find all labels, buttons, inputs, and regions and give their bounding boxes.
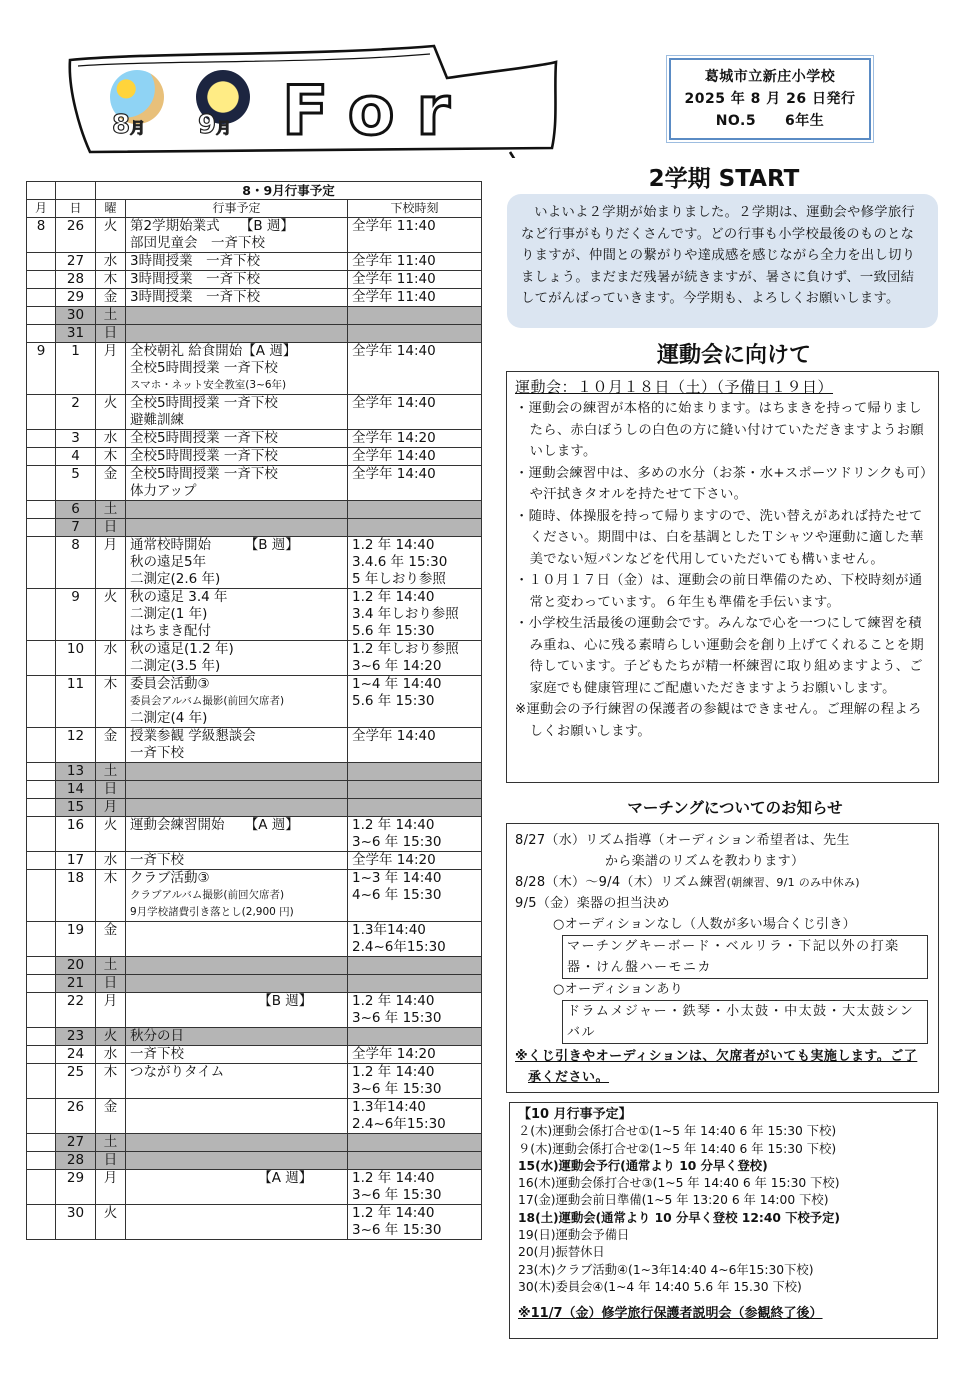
weekday-cell: 月 <box>96 537 126 589</box>
month-cell <box>27 975 56 993</box>
october-event: 23(木)クラブ活動④(1~3年14:40 4~6年15:30下校) <box>518 1262 814 1277</box>
event-cell <box>126 870 348 922</box>
dismissal-cell: 1.2 年 14:40 3~6 年 15:30 <box>348 993 482 1028</box>
weekday-cell: 水 <box>96 852 126 870</box>
month-cell <box>27 325 56 343</box>
event-cell <box>126 852 348 870</box>
term-intro: いよいよ２学期が始まりました。２学期は、運動会や修学旅行など行事がもりだくさんです。どの行事も小学校最後のものとなりますが、仲間との繋がりや達成感を感じながら全力を出し切りましょう。まだまだ残暑が続きますが、暑さに負けず、一致団結してがんばっていきます。今学期も、よろしくお願いします。 <box>507 194 938 328</box>
month-cell <box>27 501 56 519</box>
event-cell <box>126 271 348 289</box>
day-cell: 18 <box>56 870 96 922</box>
event-cell <box>126 501 348 519</box>
month-cell <box>27 537 56 589</box>
column-header: 曜 <box>96 200 126 218</box>
day-cell: 27 <box>56 253 96 271</box>
event-text: 3時間授業 一斉下校 <box>130 271 261 287</box>
event-cell <box>126 1205 348 1240</box>
dismissal-cell: 1.2 年 14:40 3~6 年 15:30 <box>348 1205 482 1240</box>
dismissal-cell: 全学年 11:40 <box>348 218 482 253</box>
event-text: 秋の遠足 3.4 年 二測定(1 年) はちまき配付 <box>130 589 228 639</box>
day-cell: 16 <box>56 817 96 852</box>
schedule-row <box>27 1170 482 1205</box>
october-event: 16(木)運動会係打合せ③(1~5 年 14:40 6 年 15:30 下校) <box>518 1176 840 1191</box>
dismissal-cell <box>348 325 482 343</box>
schedule-corner <box>56 182 96 200</box>
dismissal-cell <box>348 1152 482 1170</box>
event-cell <box>126 763 348 781</box>
schedule-row <box>27 501 482 519</box>
marching-title: マーチングについてのお知らせ <box>627 799 843 817</box>
dismissal-cell: 1.2 年 14:40 3.4 年しおり参照 5.6 年 15:30 <box>348 589 482 641</box>
day-cell: 13 <box>56 763 96 781</box>
october-event: 30(木)委員会④(1~4 年 14:40 5.6 年 15.30 下校) <box>518 1279 802 1294</box>
schedule-row <box>27 852 482 870</box>
weekday-cell: 土 <box>96 307 126 325</box>
event-text: 委員会活動③ <box>130 676 210 692</box>
school-name: 葛城市立新庄小学校 <box>704 69 836 85</box>
schedule-row <box>27 1064 482 1099</box>
day-cell: 14 <box>56 781 96 799</box>
sports-day-date: 運動会：１０月１８日（土）（予備日１９日） <box>515 378 834 396</box>
event-cell <box>126 799 348 817</box>
month-cell <box>27 395 56 430</box>
weekday-cell: 火 <box>96 589 126 641</box>
schedule-row <box>27 289 482 307</box>
event-text: 3時間授業 一斉下校 <box>130 253 261 269</box>
dismissal-cell <box>348 975 482 993</box>
month-cell <box>27 430 56 448</box>
event-cell <box>126 1046 348 1064</box>
marching-line: 8/28（木）～9/4（木）リズム練習 <box>515 875 727 890</box>
event-cell <box>126 676 348 728</box>
month-suffix: 月 <box>130 119 146 137</box>
sports-day-item: ・小学校生活最後の運動会です。みんなで心を一つにして練習を積み重ね、心に残る素晴らしい運動会を創り上げてくれることを期待しています。子どもたちが精一杯練習に取り組めますよう、ご家庭でも健康管理にご配慮いただきますようお願いします。 <box>515 616 924 696</box>
weekday-cell: 火 <box>96 1028 126 1046</box>
schedule-row <box>27 253 482 271</box>
month-cell <box>27 1170 56 1205</box>
schedule-row <box>27 957 482 975</box>
event-text: 通常校時開始 【B 週】 秋の遠足5年 二測定(2.6 年) <box>130 537 299 587</box>
dismissal-cell <box>348 957 482 975</box>
month-cell <box>27 728 56 763</box>
event-text: 授業参観 学級懇談会 一斉下校 <box>130 728 256 761</box>
schedule-row <box>27 1028 482 1046</box>
event-text: 全校5時間授業 一斉下校 避難訓練 <box>130 395 278 428</box>
month-cell <box>27 641 56 676</box>
dismissal-cell <box>348 1134 482 1152</box>
month-cell <box>27 852 56 870</box>
schedule-row <box>27 1046 482 1064</box>
schedule-row <box>27 218 482 253</box>
event-cell <box>126 922 348 957</box>
day-cell: 28 <box>56 1152 96 1170</box>
september-badge <box>194 70 252 142</box>
weekday-cell: 日 <box>96 325 126 343</box>
weekday-cell: 金 <box>96 289 126 307</box>
dismissal-cell <box>348 763 482 781</box>
schedule-row <box>27 1205 482 1240</box>
weekday-cell: 日 <box>96 781 126 799</box>
column-header: 下校時刻 <box>348 200 482 218</box>
sports-day-item: ・運動会練習中は、多めの水分（お茶・水+スポーツドリンクも可）や汗拭きタオルを持たせて下さい。 <box>515 465 927 502</box>
day-cell: 6 <box>56 501 96 519</box>
instruments-no-audition: マーチングキーボード・ベルリラ・下記以外の打楽器・けん盤ハーモニカ <box>562 935 928 979</box>
weekday-cell: 火 <box>96 395 126 430</box>
event-cell <box>126 218 348 253</box>
logo-text: For <box>282 72 472 142</box>
event-text: 秋の遠足(1.2 年) 二測定(3.5 年) <box>130 641 234 674</box>
dismissal-cell: 全学年 14:20 <box>348 852 482 870</box>
event-cell <box>126 993 348 1028</box>
month-cell <box>27 799 56 817</box>
event-text: つながりタイム <box>130 1064 225 1080</box>
weekday-cell: 水 <box>96 253 126 271</box>
month-cell <box>27 1099 56 1134</box>
option-audition: ○オーディションあり <box>553 982 684 997</box>
day-cell: 5 <box>56 466 96 501</box>
event-cell <box>126 325 348 343</box>
schedule-row <box>27 728 482 763</box>
event-cell <box>126 641 348 676</box>
term-start-title: 2学期 START <box>648 166 800 192</box>
marching-line: から楽譜のリズムを教わります） <box>605 854 805 869</box>
day-cell: 28 <box>56 271 96 289</box>
october-event: ２(木)運動会係打合せ①(1~5 年 14:40 6 年 15:30 下校) <box>518 1124 837 1139</box>
event-cell <box>126 1099 348 1134</box>
month-cell <box>27 448 56 466</box>
event-text: クラブ活動③ <box>130 870 210 886</box>
schedule-row <box>27 870 482 922</box>
month-suffix: 月 <box>216 119 232 137</box>
event-note-small: 委員会アルバム撮影(前回欠席者) <box>130 695 285 707</box>
dismissal-cell: 1.2 年しおり参照 3~6 年 14:20 <box>348 641 482 676</box>
dismissal-cell <box>348 781 482 799</box>
october-event: 18(土)運動会(通常より 10 分早く登校 12:40 下校予定) <box>518 1210 841 1225</box>
schedule-corner <box>27 182 56 200</box>
weekday-cell: 日 <box>96 1152 126 1170</box>
event-cell <box>126 253 348 271</box>
event-cell <box>126 466 348 501</box>
schedule-row <box>27 271 482 289</box>
event-cell <box>126 307 348 325</box>
schedule-table <box>26 181 482 1240</box>
october-event: ９(木)運動会係打合せ②(1~5 年 14:40 6 年 15:30 下校) <box>518 1141 837 1156</box>
event-note-small: スマホ・ネット安全教室(3~6年) <box>130 379 287 391</box>
weekday-cell: 火 <box>96 218 126 253</box>
dismissal-cell: 全学年 14:20 <box>348 1046 482 1064</box>
school-info-box <box>669 58 871 140</box>
dismissal-cell <box>348 501 482 519</box>
month-cell <box>27 993 56 1028</box>
dismissal-cell: 1.2 年 14:40 3~6 年 15:30 <box>348 817 482 852</box>
dismissal-cell: 1.2 年 14:40 3.4.6 年 15:30 5 年しおり参照 <box>348 537 482 589</box>
event-cell <box>126 1170 348 1205</box>
schedule-row <box>27 589 482 641</box>
dismissal-cell <box>348 799 482 817</box>
event-cell <box>126 430 348 448</box>
event-text: 【A 週】 <box>130 1170 313 1186</box>
schedule-row <box>27 343 482 395</box>
schedule-row <box>27 1099 482 1134</box>
event-text: 全校5時間授業 一斉下校 <box>130 448 278 464</box>
dismissal-cell: 1.2 年 14:40 3~6 年 15:30 <box>348 1170 482 1205</box>
event-cell <box>126 957 348 975</box>
day-cell: 8 <box>56 537 96 589</box>
event-text: 運動会練習開始 【A 週】 <box>130 817 299 833</box>
event-cell <box>126 289 348 307</box>
dismissal-cell: 全学年 11:40 <box>348 289 482 307</box>
day-cell: 30 <box>56 1205 96 1240</box>
month-cell <box>27 1028 56 1046</box>
weekday-cell: 水 <box>96 641 126 676</box>
month-cell <box>27 676 56 728</box>
schedule-row <box>27 975 482 993</box>
for-logo <box>278 72 510 142</box>
month-cell <box>27 519 56 537</box>
event-note-small: クラブアルバム撮影(前回欠席者) 9月学校諸費引き落とし(2,900 円) <box>130 889 294 918</box>
day-cell: 3 <box>56 430 96 448</box>
month-cell <box>27 922 56 957</box>
dismissal-cell: 1.3年14:40 2.4~6年15:30 <box>348 922 482 957</box>
sports-day-title: 運動会に向けて <box>656 343 811 368</box>
october-event: 19(日)運動会予備日 <box>518 1228 630 1243</box>
october-event: 15(水)運動会予行(通常より 10 分早く登校) <box>518 1158 768 1173</box>
month-cell <box>27 307 56 325</box>
dismissal-cell: 全学年 11:40 <box>348 271 482 289</box>
day-cell: 26 <box>56 218 96 253</box>
day-cell: 22 <box>56 993 96 1028</box>
weekday-cell: 金 <box>96 922 126 957</box>
month-cell <box>27 1205 56 1240</box>
issue-date: 2025 年 8 月 26 日発行 <box>684 91 856 107</box>
weekday-cell: 木 <box>96 1064 126 1099</box>
weekday-cell: 月 <box>96 799 126 817</box>
sports-day-item: ・運動会の練習が本格的に始まります。はちまきを持って帰りましたら、赤白ぼうしの白色の方に縫い付けていただきますようお願いします。 <box>515 401 924 459</box>
day-cell: 9 <box>56 589 96 641</box>
weekday-cell: 土 <box>96 957 126 975</box>
event-cell <box>126 817 348 852</box>
day-cell: 30 <box>56 307 96 325</box>
column-header: 行事予定 <box>126 200 348 218</box>
schedule-row <box>27 817 482 852</box>
dismissal-cell <box>348 1028 482 1046</box>
day-cell: 25 <box>56 1064 96 1099</box>
event-text: 二測定(4 年) <box>130 710 208 726</box>
day-cell: 23 <box>56 1028 96 1046</box>
event-cell <box>126 448 348 466</box>
day-cell: 2 <box>56 395 96 430</box>
day-cell: 31 <box>56 325 96 343</box>
dismissal-cell <box>348 519 482 537</box>
day-cell: 11 <box>56 676 96 728</box>
event-cell <box>126 589 348 641</box>
day-cell: 1 <box>56 343 96 395</box>
weekday-cell: 木 <box>96 870 126 922</box>
schedule-row <box>27 993 482 1028</box>
day-cell: 29 <box>56 1170 96 1205</box>
day-cell: 4 <box>56 448 96 466</box>
event-text: 一斉下校 <box>130 852 184 868</box>
dismissal-cell: 全学年 14:40 <box>348 466 482 501</box>
event-cell <box>126 781 348 799</box>
october-schedule-box <box>509 1102 938 1339</box>
weekday-cell: 金 <box>96 1099 126 1134</box>
month-cell <box>27 289 56 307</box>
event-cell <box>126 395 348 430</box>
month-cell <box>27 870 56 922</box>
weekday-cell: 木 <box>96 676 126 728</box>
schedule-row <box>27 1134 482 1152</box>
weekday-cell: 月 <box>96 1170 126 1205</box>
sports-day-item: ※運動会の予行練習の保護者の参観はできません。ご理解の程よろしくお願いします。 <box>515 702 922 739</box>
schedule-row <box>27 448 482 466</box>
dismissal-cell: 1~4 年 14:40 5.6 年 15:30 <box>348 676 482 728</box>
schedule-row <box>27 641 482 676</box>
month-cell <box>27 1134 56 1152</box>
schedule-row <box>27 781 482 799</box>
month-cell <box>27 1046 56 1064</box>
event-cell <box>126 343 348 395</box>
month-august: 8 <box>112 110 131 140</box>
marching-line: 8/27（水）リズム指導（オーディション希望者は、先生 <box>515 833 850 848</box>
event-text: 一斉下校 <box>130 1046 184 1062</box>
event-cell <box>126 1028 348 1046</box>
weekday-cell: 火 <box>96 817 126 852</box>
instruments-audition: ドラムメジャー・鉄琴・小太鼓・中太鼓・大太鼓シンバル <box>562 1000 928 1044</box>
schedule-row <box>27 676 482 728</box>
october-title: 【10 月行事予定】 <box>518 1107 632 1122</box>
marching-notice: ※くじ引きやオーディションは、欠席者がいても実施します。ご了承ください。 <box>515 1049 918 1085</box>
weekday-cell: 金 <box>96 728 126 763</box>
event-cell <box>126 728 348 763</box>
weekday-cell: 水 <box>96 430 126 448</box>
day-cell: 12 <box>56 728 96 763</box>
sports-day-item: ・１０月１７日（金）は、運動会の前日準備のため、下校時刻が通常と変わっています。６年生も準備を手伝います。 <box>515 573 923 610</box>
day-cell: 27 <box>56 1134 96 1152</box>
weekday-cell: 土 <box>96 763 126 781</box>
event-text: 3時間授業 一斉下校 <box>130 289 261 305</box>
day-cell: 15 <box>56 799 96 817</box>
month-cell: 8 <box>27 218 56 253</box>
schedule-title: 8・9月行事予定 <box>96 182 482 200</box>
event-text: 全校5時間授業 一斉下校 <box>130 430 278 446</box>
event-cell <box>126 537 348 589</box>
schedule-row <box>27 763 482 781</box>
weekday-cell: 火 <box>96 1205 126 1240</box>
weekday-cell: 月 <box>96 343 126 395</box>
weekday-cell: 日 <box>96 975 126 993</box>
day-cell: 21 <box>56 975 96 993</box>
column-header: 月 <box>27 200 56 218</box>
month-cell <box>27 781 56 799</box>
event-text: 全校5時間授業 一斉下校 体力アップ <box>130 466 278 499</box>
dismissal-cell <box>348 307 482 325</box>
event-cell <box>126 1134 348 1152</box>
event-cell <box>126 1064 348 1099</box>
day-cell: 24 <box>56 1046 96 1064</box>
october-footer: ※11/7（金）修学旅行保護者説明会（参観終了後） <box>518 1306 823 1322</box>
schedule-row <box>27 519 482 537</box>
schedule-row <box>27 537 482 589</box>
month-cell: 9 <box>27 343 56 395</box>
month-cell <box>27 817 56 852</box>
day-cell: 19 <box>56 922 96 957</box>
column-header: 日 <box>56 200 96 218</box>
day-cell: 29 <box>56 289 96 307</box>
month-cell <box>27 589 56 641</box>
month-cell <box>27 466 56 501</box>
event-cell <box>126 519 348 537</box>
weekday-cell: 木 <box>96 271 126 289</box>
weekday-cell: 月 <box>96 993 126 1028</box>
month-cell <box>27 1152 56 1170</box>
month-cell <box>27 253 56 271</box>
dismissal-cell: 1.2 年 14:40 3~6 年 15:30 <box>348 1064 482 1099</box>
dismissal-cell: 1.3年14:40 2.4~6年15:30 <box>348 1099 482 1134</box>
event-text: 第2学期始業式 【B 週】 部団児童会 一斉下校 <box>130 218 294 251</box>
weekday-cell: 金 <box>96 466 126 501</box>
event-cell <box>126 1152 348 1170</box>
day-cell: 7 <box>56 519 96 537</box>
schedule-row <box>27 395 482 430</box>
dismissal-cell: 全学年 14:40 <box>348 448 482 466</box>
month-cell <box>27 957 56 975</box>
marching-note-small: (朝練習、9/1 のみ中休み) <box>726 876 860 889</box>
weekday-cell: 土 <box>96 1134 126 1152</box>
august-badge <box>108 70 166 142</box>
schedule-row <box>27 466 482 501</box>
marching-line: 9/5（金）楽器の担当決め <box>515 896 670 911</box>
weekday-cell: 水 <box>96 1046 126 1064</box>
sports-day-item: ・随時、体操服を持って帰りますので、洗い替えがあれば持たせてください。期間中は、白を基調としたＴシャツや運動に適した華美でない短パンなどを代用していただいても構いません。 <box>515 508 924 567</box>
month-cell <box>27 763 56 781</box>
schedule-row <box>27 1152 482 1170</box>
dismissal-cell: 全学年 14:40 <box>348 728 482 763</box>
weekday-cell: 木 <box>96 448 126 466</box>
month-cell <box>27 1064 56 1099</box>
october-event: 20(月)振替休日 <box>518 1245 605 1260</box>
day-cell: 17 <box>56 852 96 870</box>
option-no-audition: ○オーディションなし（人数が多い場合くじ引き） <box>553 917 856 932</box>
dismissal-cell: 全学年 11:40 <box>348 253 482 271</box>
month-cell <box>27 271 56 289</box>
event-text: 【B 週】 <box>130 993 313 1009</box>
weekday-cell: 土 <box>96 501 126 519</box>
event-text: 秋分の日 <box>130 1028 184 1044</box>
dismissal-cell: 全学年 14:20 <box>348 430 482 448</box>
day-cell: 26 <box>56 1099 96 1134</box>
event-text: 全校朝礼 給食開始【A 週】 全校5時間授業 一斉下校 <box>130 343 297 376</box>
marching-box <box>506 823 939 1093</box>
day-cell: 20 <box>56 957 96 975</box>
month-september: 9 <box>198 110 217 140</box>
schedule-row <box>27 922 482 957</box>
event-cell <box>126 975 348 993</box>
schedule-row <box>27 307 482 325</box>
schedule-row <box>27 799 482 817</box>
dismissal-cell: 全学年 14:40 <box>348 395 482 430</box>
october-event: 17(金)運動会前日準備(1~5 年 13:20 6 年 14:00 下校) <box>518 1193 829 1208</box>
dismissal-cell: 全学年 14:40 <box>348 343 482 395</box>
sports-day-box <box>506 371 939 783</box>
issue-number: NO.5 6年生 <box>715 113 825 129</box>
dismissal-cell: 1~3 年 14:40 4~6 年 15:30 <box>348 870 482 922</box>
weekday-cell: 日 <box>96 519 126 537</box>
schedule-row <box>27 430 482 448</box>
day-cell: 10 <box>56 641 96 676</box>
schedule-row <box>27 325 482 343</box>
